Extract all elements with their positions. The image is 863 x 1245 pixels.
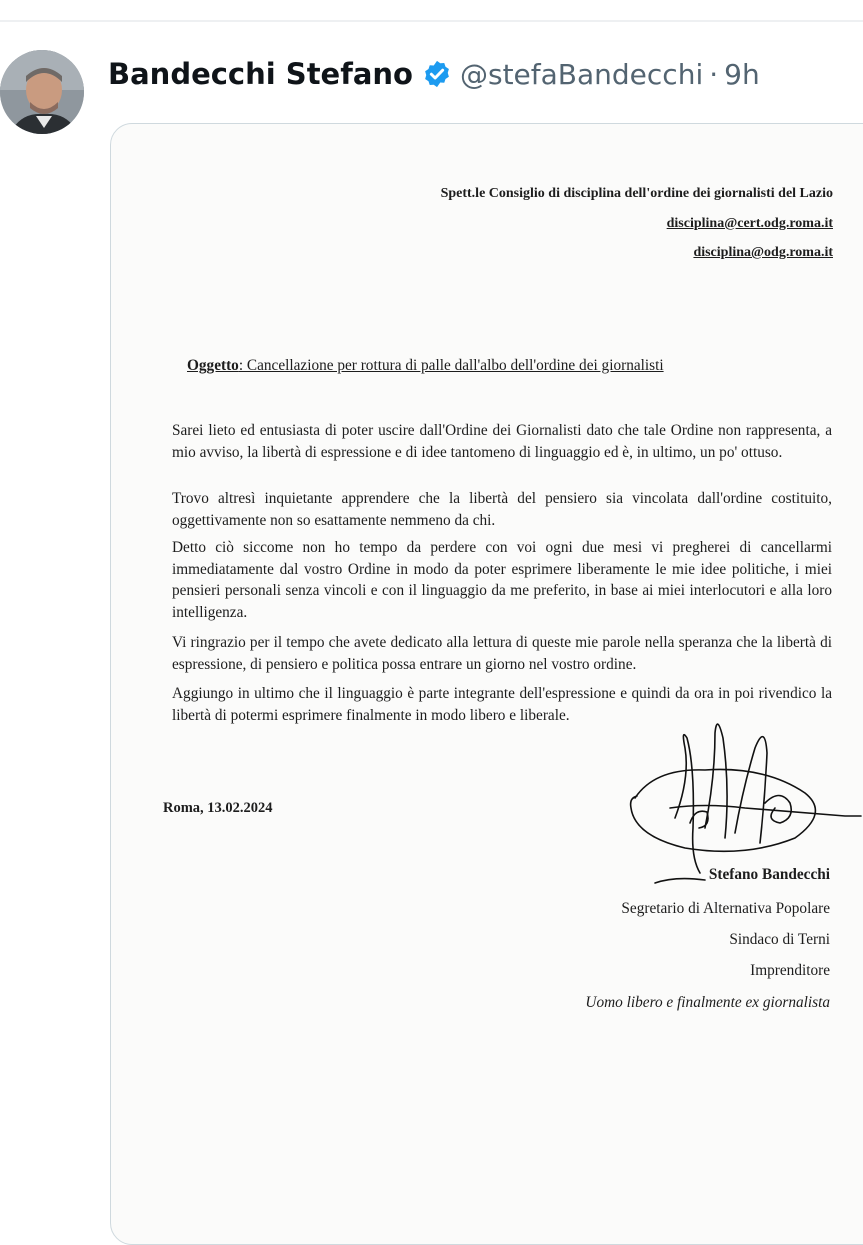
dot-separator: ·: [709, 57, 719, 91]
letter-paragraph: Vi ringrazio per il tempo che avete dedicato alla lettura di queste mie parole nella speranza che la libertà di espressione, di pensiero e politica possa entrare un giorno nel vostro ordine.: [172, 634, 832, 673]
letter-email: disciplina@odg.roma.it: [693, 245, 833, 260]
letter-paragraph: Sarei lieto ed entusiasta di poter uscire dall'Ordine dei Giornalisti dato che tale Ordine non rappresenta, a mio avviso, la libertà di espressione e di idee tantomeno di linguaggio ed è, in ultimo, un po' ottuso.: [172, 422, 832, 461]
letter-recipient: Spett.le Consiglio di disciplina dell'ordine dei giornalisti del Lazio: [440, 186, 833, 201]
subject-text: : Cancellazione per rottura di palle dall'albo dell'ordine dei giornalisti: [238, 357, 664, 374]
signer-title: Segretario di Alternativa Popolare: [621, 900, 830, 917]
letter-subject: [187, 357, 664, 375]
subject-label: Oggetto: [187, 357, 239, 374]
author-handle[interactable]: @stefaBandecchi: [459, 57, 704, 91]
top-divider: [0, 20, 863, 22]
signer-tagline: Uomo libero e finalmente ex giornalista: [585, 994, 830, 1011]
post-time[interactable]: 9h: [724, 57, 760, 91]
letter-paragraph: Trovo altresì inquietante apprendere che la libertà del pensiero sia vincolata dall'ordine costituito, oggettivamente non so esattamente nemmeno da chi.: [172, 490, 832, 529]
letter-paragraph: Detto ciò siccome non ho tempo da perdere con voi ogni due mesi vi pregherei di cancellarmi immediatamente dal vostro Ordine in modo da poter esprimere liberamente le mie idee politiche, i miei pensieri personali senza vincoli e con il linguaggio da me preferito, in base ai miei interlocutori e alla loro intelligenza.: [172, 539, 832, 621]
letter-date: Roma, 13.02.2024: [163, 800, 273, 816]
post-header: [108, 52, 760, 96]
verified-badge-icon: [422, 59, 452, 89]
avatar-photo-icon: [0, 50, 84, 134]
signer-title: Sindaco di Terni: [729, 931, 830, 948]
author-name[interactable]: Bandecchi Stefano: [108, 57, 413, 91]
letter-email-cert: disciplina@cert.odg.roma.it: [666, 216, 833, 231]
signer-title: Imprenditore: [750, 962, 830, 979]
avatar[interactable]: [0, 50, 84, 134]
signer-name: Stefano Bandecchi: [708, 866, 830, 883]
letter-paragraph: Aggiungo in ultimo che il linguaggio è parte integrante dell'espressione e quindi da ora in poi rivendico la libertà di potermi esprimere finalmente in modo libero e liberale.: [172, 685, 832, 724]
